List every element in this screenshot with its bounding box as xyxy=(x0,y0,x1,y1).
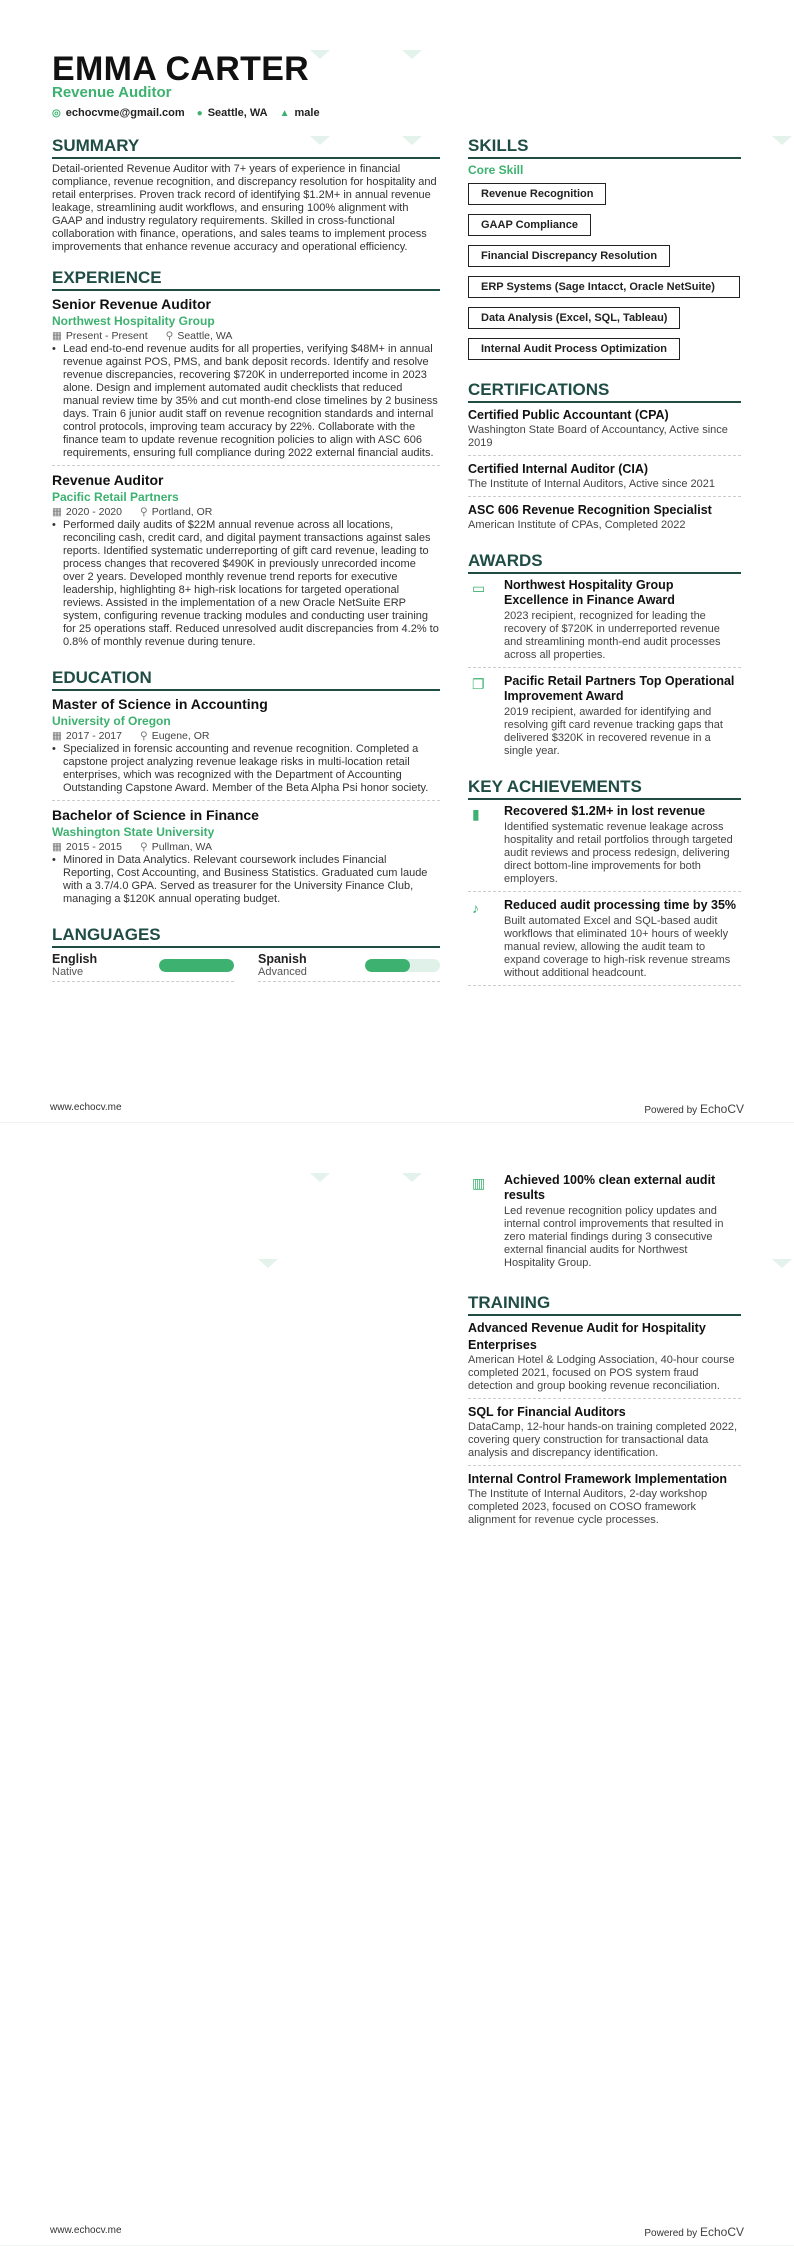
job-title: Revenue Auditor xyxy=(52,472,164,488)
training-desc: DataCamp, 12-hour hands-on training completed 2022, covering query construction for transactional data analysis and discrepancy identification. xyxy=(468,1421,738,1459)
education-section xyxy=(52,668,440,911)
summary-section xyxy=(52,136,440,254)
section-heading: SKILLS xyxy=(468,136,741,159)
company: Pacific Retail Partners xyxy=(52,490,179,504)
page-footer xyxy=(50,2225,744,2239)
skill-tag: Financial Discrepancy Resolution xyxy=(468,245,670,267)
training-title: Advanced Revenue Audit for Hospitality Enterprises xyxy=(468,1321,706,1352)
footer-powered: Powered by xyxy=(644,1105,698,1116)
candidate-name: EMMA CARTER xyxy=(52,50,310,88)
training-title: SQL for Financial Auditors xyxy=(468,1405,626,1419)
decor-triangle xyxy=(310,50,330,59)
cert-desc: The Institute of Internal Auditors, Active since 2021 xyxy=(468,478,716,490)
location: Portland, OR xyxy=(151,506,213,518)
language-level: Native xyxy=(52,966,84,978)
section-heading: EXPERIENCE xyxy=(52,268,440,291)
award-item xyxy=(468,674,741,763)
training-desc: American Hotel & Lodging Association, 40-hour course completed 2021, focused on POS system fraud detection and group booking revenue reconciliation. xyxy=(468,1354,735,1392)
left-column xyxy=(52,136,440,996)
proficiency-fill xyxy=(159,959,234,972)
footer-powered: Powered by xyxy=(644,2228,698,2239)
right-column xyxy=(468,136,741,1000)
achievement-item xyxy=(468,804,741,892)
candidate-role: Revenue Auditor xyxy=(52,84,172,101)
calendar-icon: ▦ xyxy=(52,841,62,853)
skill-tag: ERP Systems (Sage Intacct, Oracle NetSuite) xyxy=(468,276,740,298)
footer-brand[interactable]: EchoCV xyxy=(699,2225,744,2239)
training-title: Internal Control Framework Implementation xyxy=(468,1472,728,1486)
skill-tag: Internal Audit Process Optimization xyxy=(468,338,680,360)
achievement-title: Achieved 100% clean external audit results xyxy=(504,1173,716,1202)
training-desc: The Institute of Internal Auditors, 2-day workshop completed 2023, focused on COSO framework alignment for revenue cycle processes. xyxy=(468,1488,708,1526)
resume-page-2 xyxy=(0,1123,794,2246)
dates: 2017 - 2017 xyxy=(65,730,122,742)
degree: Master of Science in Accounting xyxy=(52,696,268,712)
summary-text: Detail-oriented Revenue Auditor with 7+ years of experience in financial compliance, revenue recognition, and discrepancy resolution for hospitality and retail enterprises. Proven track record of identifying $1.2M+ in annual revenue leakage, streamlining audit workflows, and ensuring 100% alignment with GAAP and industry regulatory requirements. Skilled in cross-functional collaboration with finance, operations, and sales teams to implement process improvements that enhance revenue accuracy and operational efficiency. xyxy=(52,163,437,253)
certification-item xyxy=(468,407,741,456)
dates: 2015 - 2015 xyxy=(65,841,122,853)
cert-desc: American Institute of CPAs, Completed 2022 xyxy=(468,519,686,531)
experience-entry xyxy=(52,471,440,654)
bullet: • Performed daily audits of $22M annual revenue across all locations, reconciling cash, credit card, and digital payment transactions against sales reports. Identified systematic underreporting of gift card revenue, leading to process changes that recovered $490K in previously unrecorded income over 2 years. Developed monthly revenue trend reports for executive leadership, highlighting 8+ high-risk locations for targeted operational reviews. Assisted in the implementation of a new Oracle NetSuite ERP system, configuring revenue tracking modules and conducting user training for 25 operations staff. Reduced unresolved audit discrepancies from 4.2% to 0.8% of monthly revenue during tenure. xyxy=(52,519,440,649)
award-item xyxy=(468,578,741,668)
location: Eugene, OR xyxy=(151,730,210,742)
language-level: Advanced xyxy=(258,966,307,978)
award-desc: 2023 recipient, recognized for leading the recovery of $720K in underreported revenue and streamlining month-end audit processes across all properties. xyxy=(504,610,721,661)
location-pin-icon: ⚲ xyxy=(165,330,174,342)
training-item xyxy=(468,1471,741,1532)
achievement-item xyxy=(468,898,741,986)
section-heading: EDUCATION xyxy=(52,668,440,691)
award-title: Pacific Retail Partners Top Operational Improvement Award xyxy=(504,674,735,703)
bullet: • Lead end-to-end revenue audits for all properties, verifying $48M+ in annual revenue against POS, PMS, and bank deposit records. Identify and resolve revenue discrepancies, recovering $720K in underreported income in 2023 alone. Design and implement automated audit checklists that reduced manual review time by 35% and cut month-end close timelines by 2 business days. Train 6 junior audit staff on revenue recognition standards and internal control protocols, improving team accuracy by 22%. Collaborate with the finance team to update revenue recognition policies to align with ASC 606 requirements, ensuring full compliance during 2022 external financial audits. xyxy=(52,343,440,460)
calendar-icon: ▦ xyxy=(52,506,62,518)
bullet: • Specialized in forensic accounting and revenue recognition. Completed a capstone project analyzing revenue leakage risks in multi-location retail enterprises, which was recognized with the Department of Accounting Outstanding Capstone Award. Member of the Beta Alpha Psi honor society. xyxy=(52,743,440,795)
certification-item xyxy=(468,502,741,537)
footer-site-link[interactable]: www.echocv.me xyxy=(50,1102,122,1113)
section-heading: SUMMARY xyxy=(52,136,440,159)
documents-icon: ❐ xyxy=(472,676,485,692)
email[interactable]: echocvme@gmail.com xyxy=(65,107,185,119)
contact-row xyxy=(52,107,320,119)
education-entry xyxy=(52,695,440,801)
language-name: English xyxy=(52,952,98,966)
decor-triangle xyxy=(402,50,422,59)
experience-entry xyxy=(52,295,440,466)
proficiency-bar xyxy=(365,959,440,972)
school: Washington State University xyxy=(52,825,215,839)
bell-icon: ♪ xyxy=(472,900,479,916)
bullet: • Minored in Data Analytics. Relevant coursework includes Financial Reporting, Cost Accounting, and Business Statistics. Graduated cum laude with a 3.7/4.0 GPA. Served as treasurer for the University Finance Club, managing a $120K annual operating budget. xyxy=(52,854,440,906)
calendar-icon: ▦ xyxy=(52,330,62,342)
education-entry xyxy=(52,806,440,911)
location-pin-icon: ⚲ xyxy=(139,730,148,742)
gender: male xyxy=(294,107,320,119)
decor-triangle xyxy=(310,1173,330,1182)
achievements-section-cont xyxy=(468,1173,741,1275)
language-name: Spanish xyxy=(258,952,307,966)
location-pin-icon: ⚲ xyxy=(139,841,148,853)
company: Northwest Hospitality Group xyxy=(52,314,215,328)
decor-triangle xyxy=(772,136,792,145)
location: Seattle, WA xyxy=(207,107,268,119)
cert-title: ASC 606 Revenue Recognition Specialist xyxy=(468,503,712,517)
decor-triangle xyxy=(258,1259,278,1268)
footer-site-link[interactable]: www.echocv.me xyxy=(50,2225,122,2236)
skill-tag: GAAP Compliance xyxy=(468,214,591,236)
certification-item xyxy=(468,461,741,497)
cert-title: Certified Internal Auditor (CIA) xyxy=(468,462,649,476)
cert-desc: Washington State Board of Accountancy, Active since 2019 xyxy=(468,424,728,449)
award-desc: 2019 recipient, awarded for identifying and resolving gift card revenue tracking gaps that delivered $320K in recovered revenue in a single year. xyxy=(504,706,723,757)
achievement-desc: Identified systematic revenue leakage across hospitality and retail portfolios through targeted audit reviews and process redesign, delivering direct bottom-line improvements for both employers. xyxy=(504,821,733,885)
skill-tag: Data Analysis (Excel, SQL, Tableau) xyxy=(468,307,680,329)
location: Pullman, WA xyxy=(151,841,212,853)
proficiency-bar xyxy=(159,959,234,972)
dates: Present - Present xyxy=(65,330,148,342)
skill-tag: Revenue Recognition xyxy=(468,183,606,205)
section-heading: CERTIFICATIONS xyxy=(468,380,741,403)
skill-group-label: Core Skill xyxy=(468,163,524,177)
section-heading: TRAINING xyxy=(468,1293,741,1316)
school: University of Oregon xyxy=(52,714,171,728)
achievements-section xyxy=(468,777,741,986)
location-pin-icon: ⚲ xyxy=(139,506,148,518)
job-title: Senior Revenue Auditor xyxy=(52,296,211,312)
decor-triangle xyxy=(772,1259,792,1268)
page-footer xyxy=(50,1102,744,1116)
achievement-desc: Built automated Excel and SQL-based audit workflows that eliminated 10+ hours of weekly manual review, allowing the audit team to expand coverage to high-risk revenue streams without additional headcount. xyxy=(504,915,731,979)
proficiency-fill xyxy=(365,959,410,972)
right-column xyxy=(468,1173,741,1546)
store-icon: ▥ xyxy=(472,1175,486,1191)
location: Seattle, WA xyxy=(177,330,233,342)
certifications-section xyxy=(468,380,741,537)
language-item xyxy=(52,952,234,982)
cert-title: Certified Public Accountant (CPA) xyxy=(468,408,669,422)
training-item xyxy=(468,1404,741,1466)
monitor-icon: ▭ xyxy=(472,580,486,596)
achievement-title: Reduced audit processing time by 35% xyxy=(504,898,737,912)
languages-section xyxy=(52,925,440,982)
decor-triangle xyxy=(402,1173,422,1182)
file-icon: ▮ xyxy=(472,806,480,822)
awards-section xyxy=(468,551,741,763)
section-heading: LANGUAGES xyxy=(52,925,440,948)
location-pin-icon: ● xyxy=(196,108,203,119)
at-icon: ◎ xyxy=(52,108,61,119)
training-section xyxy=(468,1293,741,1532)
achievement-title: Recovered $1.2M+ in lost revenue xyxy=(504,804,706,818)
footer-brand[interactable]: EchoCV xyxy=(699,1102,744,1116)
dates: 2020 - 2020 xyxy=(65,506,122,518)
experience-section xyxy=(52,268,440,654)
section-heading: KEY ACHIEVEMENTS xyxy=(468,777,741,800)
award-title: Northwest Hospitality Group Excellence in Finance Award xyxy=(504,578,675,607)
degree: Bachelor of Science in Finance xyxy=(52,807,259,823)
person-icon: ▲ xyxy=(279,108,290,119)
achievement-desc: Led revenue recognition policy updates and internal control improvements that resulted in zero material findings during 3 consecutive external financial audits for Northwest Hospitality Group. xyxy=(504,1205,724,1269)
calendar-icon: ▦ xyxy=(52,730,62,742)
training-item xyxy=(468,1320,741,1399)
language-item xyxy=(258,952,440,982)
achievement-item xyxy=(468,1173,741,1275)
section-heading: AWARDS xyxy=(468,551,741,574)
skills-section xyxy=(468,136,741,366)
